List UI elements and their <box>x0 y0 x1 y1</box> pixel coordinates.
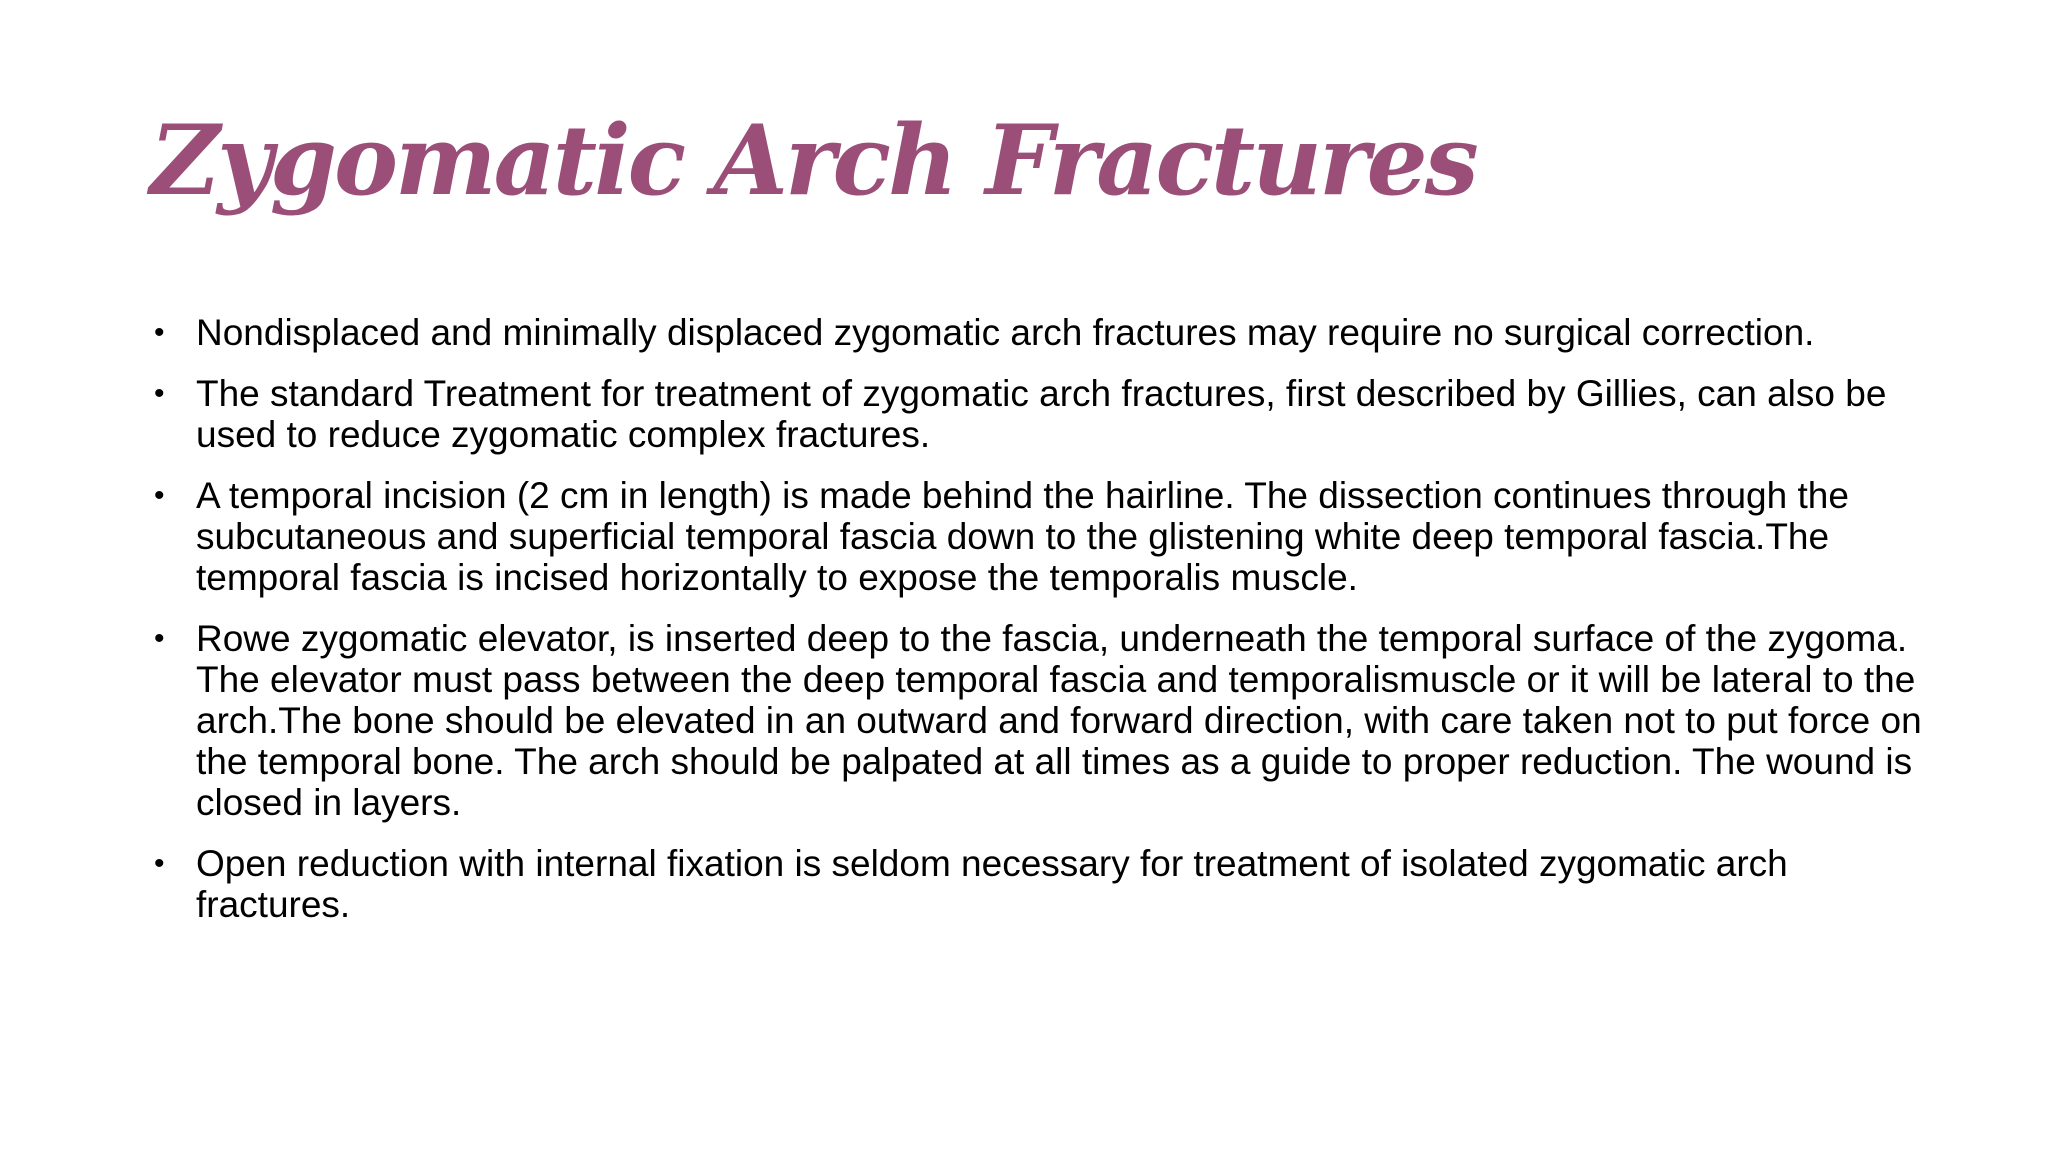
bullet-dot-icon: • <box>154 479 165 512</box>
bullet-dot-icon: • <box>154 847 165 880</box>
bullet-item <box>150 843 1930 925</box>
bullet-item <box>150 373 1930 455</box>
slide-title: Zygomatic Arch Fractures <box>150 104 1476 217</box>
bullet-text: A temporal incision (2 cm in length) is made behind the hairline. The dissection continues through the subcutaneous and superficial temporal fascia down to the glistening white deep temporal fascia.The temporal fascia is incised horizontally to expose the temporalis muscle. <box>196 475 1849 598</box>
bullet-item <box>150 618 1930 823</box>
bullet-item <box>150 475 1930 598</box>
bullet-dot-icon: • <box>154 622 165 655</box>
bullet-text: The standard Treatment for treatment of zygomatic arch fractures, first described by Gillies, can also be used to reduce zygomatic complex fractures. <box>196 373 1887 455</box>
bullet-dot-icon: • <box>154 377 165 410</box>
bullet-dot-icon: • <box>154 316 165 349</box>
bullet-text: Nondisplaced and minimally displaced zygomatic arch fractures may require no surgical correction. <box>196 312 1815 353</box>
bullet-text: Open reduction with internal fixation is seldom necessary for treatment of isolated zygomatic arch fractures. <box>196 843 1788 925</box>
bullet-list <box>150 312 1930 945</box>
bullet-item <box>150 312 1930 353</box>
bullet-text: Rowe zygomatic elevator, is inserted deep to the fascia, underneath the temporal surface of the zygoma. The elevator must pass between the deep temporal fascia and temporalismuscle or it will be lateral to the arch.The bone should be elevated in an outward and forward direction, with care taken not to put force on the temporal bone. The arch should be palpated at all times as a guide to proper reduction. The wound is closed in layers. <box>196 618 1922 823</box>
